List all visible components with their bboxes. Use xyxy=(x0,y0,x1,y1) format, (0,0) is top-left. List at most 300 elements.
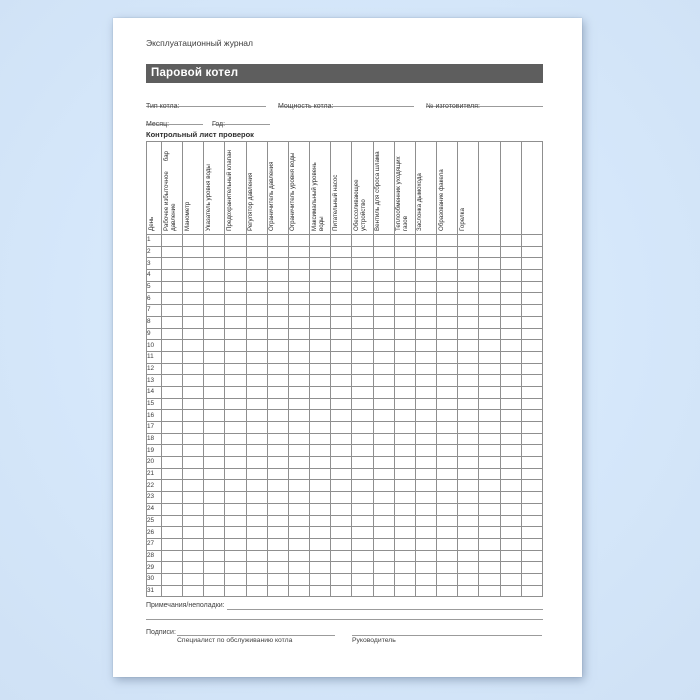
grid-cell xyxy=(162,503,183,515)
grid-cell xyxy=(437,492,458,504)
grid-cell xyxy=(458,270,479,282)
grid-cell xyxy=(479,351,500,363)
grid-cell xyxy=(458,235,479,247)
grid-cell xyxy=(500,573,521,585)
day-cell: 18 xyxy=(147,433,162,445)
grid-cell xyxy=(310,480,331,492)
grid-cell xyxy=(373,386,394,398)
grid-cell xyxy=(394,293,415,305)
grid-cell xyxy=(183,550,204,562)
grid-cell xyxy=(331,538,352,550)
grid-cell xyxy=(352,585,373,597)
grid-cell xyxy=(225,515,246,527)
grid-cell xyxy=(162,351,183,363)
grid-cell xyxy=(479,235,500,247)
signatures-row xyxy=(146,628,543,645)
grid-cell xyxy=(521,538,542,550)
grid-cell xyxy=(437,503,458,515)
grid-cell xyxy=(458,398,479,410)
grid-cell xyxy=(225,550,246,562)
grid-cell xyxy=(288,492,309,504)
grid-cell xyxy=(521,316,542,328)
grid-cell xyxy=(225,281,246,293)
grid-cell xyxy=(521,468,542,480)
grid-cell xyxy=(352,235,373,247)
grid-cell xyxy=(500,562,521,574)
grid-cell xyxy=(415,433,436,445)
grid-cell xyxy=(331,270,352,282)
grid-cell xyxy=(394,316,415,328)
grid-cell xyxy=(437,457,458,469)
table-row-day-22 xyxy=(147,480,543,492)
grid-cell xyxy=(183,375,204,387)
grid-cell xyxy=(310,340,331,352)
grid-cell xyxy=(352,503,373,515)
grid-cell xyxy=(415,363,436,375)
day-cell: 5 xyxy=(147,281,162,293)
grid-cell xyxy=(288,258,309,270)
grid-cell xyxy=(246,515,267,527)
grid-cell xyxy=(352,386,373,398)
grid-cell xyxy=(267,305,288,317)
signature-role-specialist: Специалист по обслуживанию котла xyxy=(177,637,293,645)
table-row-day-9 xyxy=(147,328,543,340)
grid-cell xyxy=(331,281,352,293)
grid-cell xyxy=(246,363,267,375)
grid-cell xyxy=(246,468,267,480)
grid-cell xyxy=(162,316,183,328)
boiler-banner-label: Паровой котел xyxy=(151,67,239,79)
grid-cell xyxy=(183,386,204,398)
grid-cell xyxy=(521,305,542,317)
grid-cell xyxy=(415,398,436,410)
notes-label: Примечания/неполадки: xyxy=(146,602,225,610)
grid-cell xyxy=(246,235,267,247)
grid-cell xyxy=(394,328,415,340)
grid-cell xyxy=(267,422,288,434)
grid-cell xyxy=(394,573,415,585)
grid-cell xyxy=(183,433,204,445)
grid-cell xyxy=(458,480,479,492)
document-title: Эксплуатационный журнал xyxy=(146,38,253,48)
grid-cell xyxy=(437,340,458,352)
grid-cell xyxy=(352,457,373,469)
grid-cell xyxy=(394,515,415,527)
grid-cell xyxy=(479,328,500,340)
grid-cell xyxy=(162,340,183,352)
grid-cell xyxy=(521,515,542,527)
column-header-10 xyxy=(352,142,373,235)
grid-cell xyxy=(310,293,331,305)
column-header-label xyxy=(480,149,499,231)
grid-cell xyxy=(458,468,479,480)
grid-cell xyxy=(288,363,309,375)
grid-cell xyxy=(183,258,204,270)
grid-cell xyxy=(437,270,458,282)
grid-cell xyxy=(267,386,288,398)
grid-cell xyxy=(225,445,246,457)
table-row-day-27 xyxy=(147,538,543,550)
grid-cell xyxy=(267,398,288,410)
grid-cell xyxy=(246,281,267,293)
grid-cell xyxy=(458,293,479,305)
grid-cell xyxy=(437,281,458,293)
table-row-day-6 xyxy=(147,293,543,305)
grid-cell xyxy=(204,328,225,340)
grid-cell xyxy=(225,258,246,270)
column-header-11 xyxy=(373,142,394,235)
grid-cell xyxy=(162,246,183,258)
signature-line-specialist xyxy=(177,635,335,645)
table-row-day-14 xyxy=(147,386,543,398)
grid-cell xyxy=(331,386,352,398)
grid-cell xyxy=(331,328,352,340)
field-year-label: Год: xyxy=(212,121,226,128)
grid-cell xyxy=(310,468,331,480)
grid-cell xyxy=(521,445,542,457)
grid-cell xyxy=(331,503,352,515)
grid-cell xyxy=(352,550,373,562)
grid-cell xyxy=(162,305,183,317)
grid-cell xyxy=(331,258,352,270)
grid-cell xyxy=(225,340,246,352)
grid-cell xyxy=(437,258,458,270)
grid-cell xyxy=(204,246,225,258)
grid-cell xyxy=(437,351,458,363)
table-row-day-15 xyxy=(147,398,543,410)
grid-cell xyxy=(479,386,500,398)
grid-cell xyxy=(204,550,225,562)
column-header-13 xyxy=(415,142,436,235)
grid-cell xyxy=(352,468,373,480)
grid-cell xyxy=(331,527,352,539)
grid-cell xyxy=(288,328,309,340)
table-row-day-28 xyxy=(147,550,543,562)
grid-cell xyxy=(288,538,309,550)
grid-cell xyxy=(500,480,521,492)
grid-cell xyxy=(479,410,500,422)
grid-cell xyxy=(373,258,394,270)
grid-cell xyxy=(331,562,352,574)
grid-cell xyxy=(204,433,225,445)
grid-cell xyxy=(246,503,267,515)
grid-cell xyxy=(310,562,331,574)
grid-cell xyxy=(479,550,500,562)
grid-cell xyxy=(331,246,352,258)
day-cell: 3 xyxy=(147,258,162,270)
grid-cell xyxy=(183,281,204,293)
grid-cell xyxy=(500,235,521,247)
column-header-5 xyxy=(246,142,267,235)
grid-cell xyxy=(204,480,225,492)
grid-cell xyxy=(394,281,415,293)
grid-cell xyxy=(288,235,309,247)
grid-cell xyxy=(394,246,415,258)
grid-cell xyxy=(437,562,458,574)
grid-cell xyxy=(373,235,394,247)
grid-cell xyxy=(225,305,246,317)
grid-cell xyxy=(521,562,542,574)
grid-cell xyxy=(183,305,204,317)
day-cell: 11 xyxy=(147,351,162,363)
grid-cell xyxy=(458,316,479,328)
grid-cell xyxy=(267,433,288,445)
grid-cell xyxy=(458,538,479,550)
grid-cell xyxy=(437,293,458,305)
grid-cell xyxy=(458,515,479,527)
grid-cell xyxy=(246,562,267,574)
day-cell: 21 xyxy=(147,468,162,480)
grid-cell xyxy=(288,340,309,352)
signatures-caption: Подписи: xyxy=(146,629,176,637)
grid-cell xyxy=(288,398,309,410)
grid-cell xyxy=(394,468,415,480)
grid-cell xyxy=(267,585,288,597)
day-cell: 6 xyxy=(147,293,162,305)
day-cell: 27 xyxy=(147,538,162,550)
grid-cell xyxy=(352,573,373,585)
grid-cell xyxy=(267,281,288,293)
grid-cell xyxy=(352,340,373,352)
grid-cell xyxy=(246,328,267,340)
grid-cell xyxy=(225,270,246,282)
grid-cell xyxy=(288,351,309,363)
grid-cell xyxy=(500,351,521,363)
grid-cell xyxy=(479,316,500,328)
grid-cell xyxy=(373,445,394,457)
grid-cell xyxy=(183,503,204,515)
grid-cell xyxy=(225,246,246,258)
day-cell: 8 xyxy=(147,316,162,328)
grid-cell xyxy=(437,316,458,328)
grid-cell xyxy=(521,422,542,434)
grid-cell xyxy=(246,480,267,492)
grid-cell xyxy=(246,433,267,445)
column-header-16 xyxy=(479,142,500,235)
grid-cell xyxy=(267,270,288,282)
grid-cell xyxy=(479,573,500,585)
grid-cell xyxy=(183,351,204,363)
grid-cell xyxy=(352,293,373,305)
grid-cell xyxy=(162,375,183,387)
grid-cell xyxy=(352,445,373,457)
grid-cell xyxy=(183,328,204,340)
grid-cell xyxy=(267,573,288,585)
grid-cell xyxy=(267,503,288,515)
grid-cell xyxy=(521,375,542,387)
grid-cell xyxy=(458,457,479,469)
grid-cell xyxy=(310,515,331,527)
grid-cell xyxy=(267,375,288,387)
day-cell: 25 xyxy=(147,515,162,527)
grid-cell xyxy=(479,398,500,410)
grid-cell xyxy=(310,550,331,562)
grid-cell xyxy=(352,538,373,550)
grid-cell xyxy=(415,492,436,504)
day-cell: 23 xyxy=(147,492,162,504)
grid-cell xyxy=(415,503,436,515)
grid-cell xyxy=(225,433,246,445)
grid-cell xyxy=(204,258,225,270)
grid-cell xyxy=(437,433,458,445)
day-cell: 30 xyxy=(147,573,162,585)
grid-cell xyxy=(288,270,309,282)
grid-cell xyxy=(500,550,521,562)
grid-cell xyxy=(479,363,500,375)
grid-cell xyxy=(479,527,500,539)
grid-cell xyxy=(373,270,394,282)
grid-cell xyxy=(373,573,394,585)
grid-cell xyxy=(479,445,500,457)
column-header-14 xyxy=(437,142,458,235)
grid-cell xyxy=(373,375,394,387)
grid-cell xyxy=(310,503,331,515)
grid-cell xyxy=(437,538,458,550)
grid-cell xyxy=(204,445,225,457)
grid-cell xyxy=(267,328,288,340)
grid-cell xyxy=(521,328,542,340)
grid-cell xyxy=(437,480,458,492)
table-row-day-21 xyxy=(147,468,543,480)
table-row-day-29 xyxy=(147,562,543,574)
grid-cell xyxy=(394,363,415,375)
grid-cell xyxy=(415,235,436,247)
grid-cell xyxy=(415,410,436,422)
table-row-day-12 xyxy=(147,363,543,375)
grid-cell xyxy=(500,246,521,258)
grid-cell xyxy=(479,340,500,352)
grid-cell xyxy=(373,538,394,550)
grid-cell xyxy=(267,316,288,328)
grid-cell xyxy=(183,573,204,585)
table-row-day-4 xyxy=(147,270,543,282)
grid-cell xyxy=(288,550,309,562)
table-row-day-8 xyxy=(147,316,543,328)
grid-cell xyxy=(415,281,436,293)
table-row-day-26 xyxy=(147,527,543,539)
grid-cell xyxy=(437,386,458,398)
grid-cell xyxy=(458,305,479,317)
grid-cell xyxy=(204,457,225,469)
grid-cell xyxy=(458,573,479,585)
table-row-day-16 xyxy=(147,410,543,422)
grid-cell xyxy=(331,351,352,363)
grid-cell xyxy=(288,480,309,492)
grid-cell xyxy=(310,363,331,375)
grid-cell xyxy=(267,515,288,527)
column-header-label: Обессоливающее устройство xyxy=(352,179,368,231)
grid-cell xyxy=(458,445,479,457)
grid-cell xyxy=(310,422,331,434)
field-boiler-power-label: Мощность котла: xyxy=(278,103,334,110)
column-header-label: Теплообменник уходящих газов xyxy=(395,156,410,231)
grid-cell xyxy=(394,398,415,410)
grid-cell xyxy=(310,445,331,457)
table-row-day-20 xyxy=(147,457,543,469)
grid-cell xyxy=(500,258,521,270)
grid-cell xyxy=(394,457,415,469)
day-column-header-label: День xyxy=(147,216,155,231)
grid-cell xyxy=(437,328,458,340)
grid-cell xyxy=(500,503,521,515)
column-header-9 xyxy=(331,142,352,235)
grid-cell xyxy=(373,480,394,492)
grid-cell xyxy=(458,340,479,352)
grid-cell xyxy=(500,492,521,504)
grid-cell xyxy=(458,410,479,422)
grid-cell xyxy=(352,527,373,539)
grid-cell xyxy=(458,386,479,398)
grid-cell xyxy=(458,433,479,445)
grid-cell xyxy=(331,515,352,527)
table-row-day-10 xyxy=(147,340,543,352)
grid-cell xyxy=(310,573,331,585)
grid-cell xyxy=(394,550,415,562)
field-manufacturer-number xyxy=(426,95,543,110)
grid-cell xyxy=(204,468,225,480)
day-cell: 13 xyxy=(147,375,162,387)
grid-cell xyxy=(225,480,246,492)
grid-cell xyxy=(246,386,267,398)
grid-cell xyxy=(246,375,267,387)
grid-cell xyxy=(500,433,521,445)
grid-cell xyxy=(394,235,415,247)
grid-cell xyxy=(437,515,458,527)
grid-cell xyxy=(310,398,331,410)
grid-cell xyxy=(310,527,331,539)
grid-cell xyxy=(394,562,415,574)
column-header-12 xyxy=(394,142,415,235)
grid-cell xyxy=(373,562,394,574)
day-cell: 14 xyxy=(147,386,162,398)
grid-cell xyxy=(225,235,246,247)
grid-cell xyxy=(394,585,415,597)
grid-cell xyxy=(373,293,394,305)
grid-cell xyxy=(225,503,246,515)
column-header-4 xyxy=(225,142,246,235)
column-header-7 xyxy=(288,142,309,235)
grid-cell xyxy=(352,246,373,258)
grid-cell xyxy=(415,293,436,305)
grid-cell xyxy=(394,503,415,515)
signature-line-manager xyxy=(352,635,542,645)
grid-cell xyxy=(331,433,352,445)
grid-cell xyxy=(267,457,288,469)
grid-cell xyxy=(373,503,394,515)
grid-cell xyxy=(521,573,542,585)
grid-cell xyxy=(225,585,246,597)
grid-cell xyxy=(267,445,288,457)
table-row-day-2 xyxy=(147,246,543,258)
grid-cell xyxy=(204,538,225,550)
grid-cell xyxy=(225,398,246,410)
grid-cell xyxy=(288,316,309,328)
grid-cell xyxy=(415,375,436,387)
grid-cell xyxy=(394,270,415,282)
grid-cell xyxy=(415,550,436,562)
grid-cell xyxy=(162,562,183,574)
grid-cell xyxy=(479,538,500,550)
column-header-label: Горелка xyxy=(458,208,466,231)
grid-cell xyxy=(162,386,183,398)
column-header-6 xyxy=(267,142,288,235)
grid-cell xyxy=(162,445,183,457)
grid-cell xyxy=(437,573,458,585)
grid-cell xyxy=(225,562,246,574)
grid-cell xyxy=(352,433,373,445)
checklist-title: Контрольный лист проверок xyxy=(146,130,254,139)
grid-cell xyxy=(288,573,309,585)
